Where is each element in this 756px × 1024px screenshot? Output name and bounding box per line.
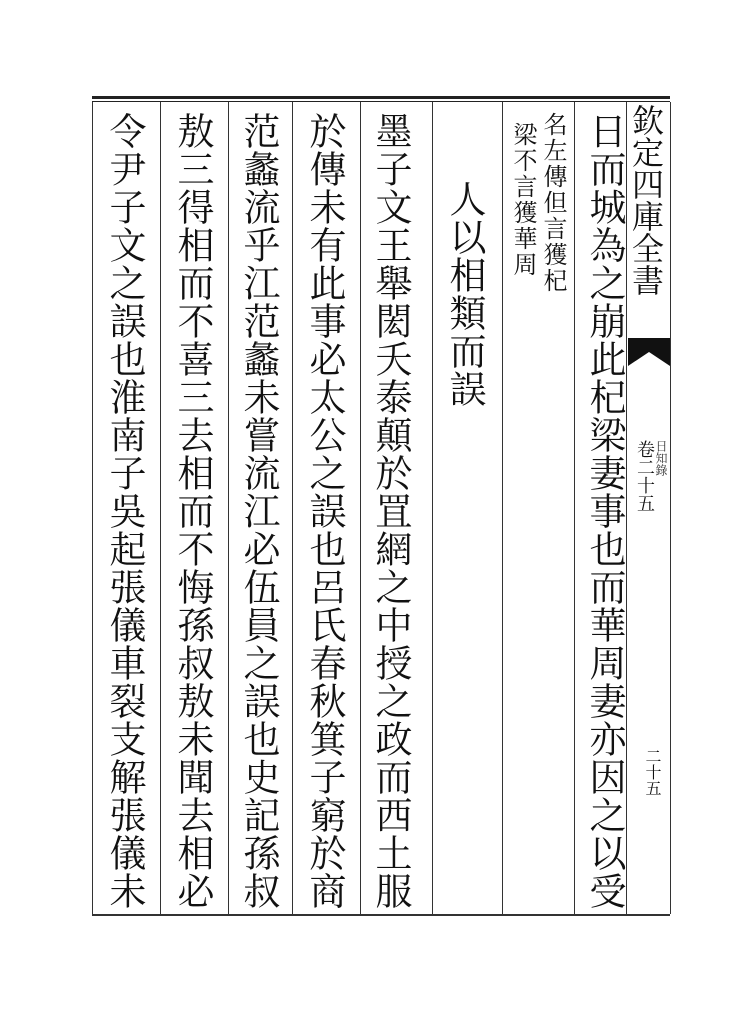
book-title: 日知錄: [654, 440, 668, 476]
page-number: 二十五: [643, 748, 662, 796]
volume-label: 卷二十五: [634, 440, 655, 512]
text-column-3: 於傳未有此事必太公之誤也呂氏春秋箕子窮於商: [303, 112, 346, 910]
fishtail-mark-icon: [628, 338, 670, 368]
top-border: [92, 96, 670, 99]
column-divider: [574, 102, 575, 914]
column-divider: [502, 102, 503, 914]
text-column-1: 日而城為之崩此杞梁妻事也而華周妻亦因之以受: [583, 112, 626, 910]
section-heading: 人以相類而誤: [443, 180, 486, 408]
annotation-column-2: 梁不言獲華周: [509, 122, 537, 278]
column-divider: [360, 102, 361, 914]
bottom-border: [92, 914, 670, 916]
column-divider: [432, 102, 433, 914]
text-column-6: 令尹子文之誤也淮南子吳起張儀車裂支解張儀未: [103, 112, 146, 910]
book-series-title: 欽定四庫全書: [627, 104, 665, 296]
text-column-2: 墨子文王舉閎夭泰顛於罝網之中授之政而西土服: [369, 112, 412, 910]
column-divider: [670, 102, 671, 914]
column-divider: [160, 102, 161, 914]
top-border-inner: [92, 101, 670, 102]
column-divider: [292, 102, 293, 914]
column-divider: [92, 102, 93, 914]
text-column-5: 敖三得相而不喜三去相而不悔孫叔敖未聞去相必: [171, 112, 214, 910]
annotation-column-1: 名左傳但言獲杞: [539, 112, 567, 294]
column-divider: [228, 102, 229, 914]
text-column-4: 范蠡流乎江范蠡未嘗流江必伍員之誤也史記孫叔: [237, 112, 280, 910]
